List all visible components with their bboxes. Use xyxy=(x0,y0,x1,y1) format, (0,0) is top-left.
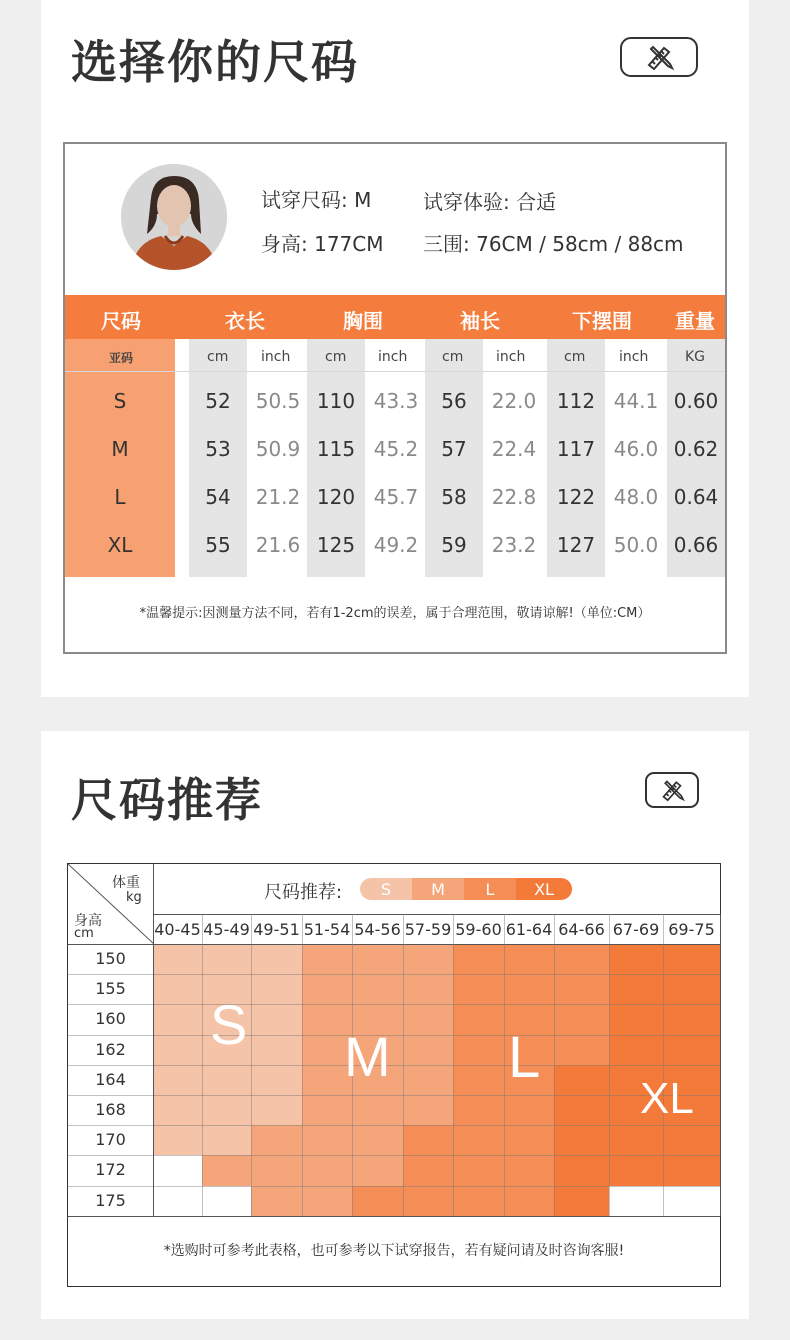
grid-line xyxy=(153,864,154,1216)
grid-cell xyxy=(251,944,302,974)
header-hem: 下摆围 xyxy=(572,309,632,333)
table-cell: 52 xyxy=(205,389,231,413)
table-cell: 50.0 xyxy=(613,533,659,557)
sub-label: 亚码 xyxy=(109,351,134,365)
grid-cell xyxy=(663,1155,720,1185)
table-cell: 112 xyxy=(556,389,596,413)
table-cell: 57 xyxy=(441,437,467,461)
grid-line xyxy=(68,1186,720,1187)
grid-cell xyxy=(403,974,453,1004)
header-sleeve: 袖长 xyxy=(460,309,500,333)
big-label-m: M xyxy=(344,1025,391,1088)
grid-cell xyxy=(609,1125,663,1155)
header-chest: 胸围 xyxy=(343,309,383,333)
size-label: XL xyxy=(107,533,133,557)
grid-cell xyxy=(453,1155,504,1185)
grid-cell xyxy=(663,1186,720,1216)
grid-cell xyxy=(609,974,663,1004)
grid-cell xyxy=(453,1186,504,1216)
header-size: 尺码 xyxy=(101,309,141,333)
legend-l: L xyxy=(464,878,516,900)
height-label: 150 xyxy=(95,949,126,968)
grid-cell xyxy=(302,944,352,974)
grid-cell xyxy=(453,1004,504,1034)
table-cell: 22.8 xyxy=(491,485,537,509)
grid-cell xyxy=(609,944,663,974)
grid-cell xyxy=(609,1035,663,1065)
grid-cell xyxy=(302,974,352,1004)
grid-cell xyxy=(251,1035,302,1065)
grid-cell xyxy=(251,974,302,1004)
measurement-note: *温馨提示:因测量方法不同，若有1-2cm的误差，属于合理范围，敬请谅解!（单位:CM） xyxy=(139,606,651,621)
grid-cell xyxy=(554,1004,609,1034)
grid-cell xyxy=(251,1125,302,1155)
grid-cell xyxy=(153,1004,202,1034)
unit-label: inch xyxy=(261,349,291,365)
grid-cell xyxy=(554,974,609,1004)
grid-cell xyxy=(504,1155,554,1185)
weight-header: 49-51 xyxy=(253,920,300,939)
grid-line xyxy=(504,914,505,1216)
grid-cell xyxy=(663,1125,720,1155)
size-table xyxy=(65,295,725,557)
table-cell: 0.66 xyxy=(673,533,719,557)
table-cell: 49.2 xyxy=(373,533,419,557)
weight-header: 59-60 xyxy=(455,920,502,939)
table-cell: 55 xyxy=(205,533,231,557)
height-label: 172 xyxy=(95,1160,126,1180)
grid-cell xyxy=(609,1186,663,1216)
table-cell: 48.0 xyxy=(613,485,659,509)
grid-cell xyxy=(554,1065,609,1095)
grid-cell xyxy=(302,1155,352,1185)
height-label: 160 xyxy=(95,1009,126,1029)
grid-cell xyxy=(352,944,403,974)
grid-line xyxy=(720,914,721,1216)
table-cell: 56 xyxy=(441,389,467,413)
table-cell: 23.2 xyxy=(491,533,537,557)
size-label: L xyxy=(114,485,126,509)
size-label: M xyxy=(111,437,129,461)
grid-cell xyxy=(403,1065,453,1095)
grid-cell xyxy=(453,1095,504,1125)
grid-cell xyxy=(153,1155,202,1185)
table-cell: 58 xyxy=(441,485,467,509)
table-cell: 50.9 xyxy=(255,437,301,461)
grid-cell xyxy=(153,1035,202,1065)
size-chart-card xyxy=(41,0,749,697)
unit-label: cm xyxy=(564,349,586,365)
table-cell: 59 xyxy=(441,533,467,557)
weight-header: 51-54 xyxy=(303,920,351,939)
weight-header: 64-66 xyxy=(558,920,605,939)
height-label: 168 xyxy=(95,1100,126,1119)
grid-cell xyxy=(202,1155,251,1185)
grid-cell xyxy=(352,1095,403,1125)
legend-label: 尺码推荐: xyxy=(264,882,343,903)
grid-cell xyxy=(554,1186,609,1216)
weight-header: 61-64 xyxy=(505,920,553,939)
grid-line xyxy=(403,914,404,1216)
grid-cell xyxy=(504,1186,554,1216)
grid-cell xyxy=(202,1186,251,1216)
grid-line xyxy=(609,914,610,1216)
grid-cell xyxy=(453,944,504,974)
grid-cell xyxy=(403,944,453,974)
model-fit-feel: 试穿体验: 合适 xyxy=(423,190,557,214)
table-cell: 43.3 xyxy=(373,389,419,413)
grid-line xyxy=(68,1065,720,1066)
table-cell: 21.6 xyxy=(255,533,301,557)
table-cell: 44.1 xyxy=(613,389,659,413)
grid-cell xyxy=(202,944,251,974)
grid-cell xyxy=(251,1004,302,1034)
table-cell: 117 xyxy=(556,437,596,461)
weight-header: 45-49 xyxy=(203,920,250,939)
height-label: 164 xyxy=(95,1069,126,1089)
grid-cell xyxy=(554,1155,609,1185)
grid-cell xyxy=(153,1186,202,1216)
table-cell: 54 xyxy=(205,485,231,509)
grid-line xyxy=(68,1004,720,1005)
unit-label: inch xyxy=(378,349,408,365)
height-label: 162 xyxy=(95,1039,126,1059)
grid-cell xyxy=(663,974,720,1004)
weight-header: 69-75 xyxy=(668,920,715,939)
grid-cell xyxy=(202,1065,251,1095)
grid-cell xyxy=(453,1065,504,1095)
grid-cell xyxy=(302,1125,352,1155)
grid-cell xyxy=(554,1035,609,1065)
unit-label: cm xyxy=(207,349,229,365)
table-cell: 122 xyxy=(556,485,596,509)
unit-label: inch xyxy=(619,349,649,365)
grid-cell xyxy=(251,1095,302,1125)
corner-weight-unit: kg xyxy=(126,890,142,905)
grid-cell xyxy=(403,1186,453,1216)
table-cell: 0.62 xyxy=(673,437,719,461)
section-title: 尺码推荐 xyxy=(71,773,263,827)
recommend-note: *选购时可参考此表格，也可参考以下试穿报告，若有疑问请及时咨询客服! xyxy=(163,1243,625,1259)
table-cell: 45.2 xyxy=(373,437,419,461)
table-cell: 127 xyxy=(556,533,596,557)
table-cell: 0.60 xyxy=(673,389,719,413)
table-cell: 53 xyxy=(205,437,231,461)
grid-cell xyxy=(504,974,554,1004)
size-chart-box xyxy=(63,142,727,654)
grid-cell xyxy=(504,1125,554,1155)
weight-header: 40-45 xyxy=(154,920,201,939)
weight-header: 57-59 xyxy=(404,920,452,939)
big-label-xl: XL xyxy=(640,1074,694,1123)
grid-line xyxy=(251,914,252,1216)
grid-cell xyxy=(453,1035,504,1065)
grid-cell xyxy=(251,1186,302,1216)
grid-cell xyxy=(403,1155,453,1185)
table-cell: 50.5 xyxy=(255,389,301,413)
unit-label: cm xyxy=(325,349,347,365)
grid-cell xyxy=(202,1125,251,1155)
grid-cell xyxy=(153,944,202,974)
table-cell: 22.4 xyxy=(491,437,537,461)
corner-weight: 体重 xyxy=(112,875,140,891)
grid-cell xyxy=(403,1125,453,1155)
grid-cell xyxy=(403,1095,453,1125)
size-table-header xyxy=(65,295,725,339)
grid-line xyxy=(302,914,303,1216)
grid-line xyxy=(68,974,720,975)
table-cell: 125 xyxy=(316,533,356,557)
grid-cell xyxy=(453,1125,504,1155)
grid-line xyxy=(68,1035,720,1036)
size-label: S xyxy=(113,389,127,413)
table-cell: 21.2 xyxy=(255,485,301,509)
grid-cell xyxy=(352,1155,403,1185)
grid-cell xyxy=(251,1065,302,1095)
recommend-grid xyxy=(67,863,721,1287)
grid-cell xyxy=(663,944,720,974)
unit-label: cm xyxy=(442,349,464,365)
grid-cell xyxy=(153,1125,202,1155)
grid-cell xyxy=(504,1095,554,1125)
table-cell: 46.0 xyxy=(613,437,659,461)
ruler-pencil-icon xyxy=(645,772,699,808)
ruler-pencil-icon xyxy=(620,37,698,77)
grid-cell xyxy=(403,1004,453,1034)
grid-cell xyxy=(352,1186,403,1216)
grid-cell xyxy=(153,974,202,1004)
table-cell: 45.7 xyxy=(373,485,419,509)
header-weight: 重量 xyxy=(675,309,715,333)
legend-s: S xyxy=(360,878,412,900)
model-avatar xyxy=(121,164,227,270)
grid-line xyxy=(68,1216,720,1217)
grid-line xyxy=(663,914,664,1216)
corner-height-unit: cm xyxy=(74,926,94,941)
grid-cell xyxy=(302,1186,352,1216)
grid-line xyxy=(68,944,720,945)
grid-cell xyxy=(352,1125,403,1155)
header-length: 衣长 xyxy=(225,309,265,333)
grid-line xyxy=(153,914,720,915)
grid-cell xyxy=(251,1155,302,1185)
grid-line xyxy=(453,914,454,1216)
grid-line xyxy=(68,1125,720,1126)
legend-m: M xyxy=(412,878,464,900)
grid-cell xyxy=(153,1095,202,1125)
height-label: 155 xyxy=(95,979,126,999)
table-cell: 115 xyxy=(316,437,356,461)
height-label: 175 xyxy=(95,1190,126,1210)
legend-xl: XL xyxy=(516,878,572,900)
grid-cell xyxy=(352,974,403,1004)
size-recommend-card xyxy=(41,731,749,1319)
grid-cell xyxy=(554,944,609,974)
page-title: 选择你的尺码 xyxy=(71,35,359,89)
grid-line xyxy=(202,914,203,1216)
grid-cell xyxy=(202,1095,251,1125)
grid-line xyxy=(68,1095,720,1096)
corner-height: 身高 xyxy=(74,913,102,929)
grid-line xyxy=(68,1155,720,1156)
big-label-l: L xyxy=(508,1025,541,1090)
grid-cell xyxy=(504,944,554,974)
grid-cell xyxy=(609,1155,663,1185)
table-cell: 22.0 xyxy=(491,389,537,413)
grid-cell xyxy=(403,1035,453,1065)
height-label: 170 xyxy=(95,1130,126,1150)
grid-cell xyxy=(554,1095,609,1125)
unit-label: KG xyxy=(685,349,706,365)
grid-cell xyxy=(302,1095,352,1125)
grid-cell xyxy=(663,1004,720,1034)
table-cell: 0.64 xyxy=(673,485,719,509)
grid-cell xyxy=(153,1065,202,1095)
grid-cell xyxy=(554,1125,609,1155)
divider xyxy=(65,371,725,372)
grid-cell xyxy=(609,1004,663,1034)
weight-header: 67-69 xyxy=(612,920,660,939)
big-label-s: S xyxy=(210,993,248,1056)
grid-line xyxy=(554,914,555,1216)
table-cell: 120 xyxy=(316,485,356,509)
weight-header: 54-56 xyxy=(354,920,401,939)
model-height: 身高: 177CM xyxy=(261,232,384,256)
grid-cell xyxy=(663,1035,720,1065)
unit-label: inch xyxy=(496,349,526,365)
model-measurements: 三围: 76CM / 58cm / 88cm xyxy=(423,232,684,256)
model-fit-size: 试穿尺码: M xyxy=(261,188,372,212)
table-cell: 110 xyxy=(316,389,356,413)
grid-cell xyxy=(453,974,504,1004)
